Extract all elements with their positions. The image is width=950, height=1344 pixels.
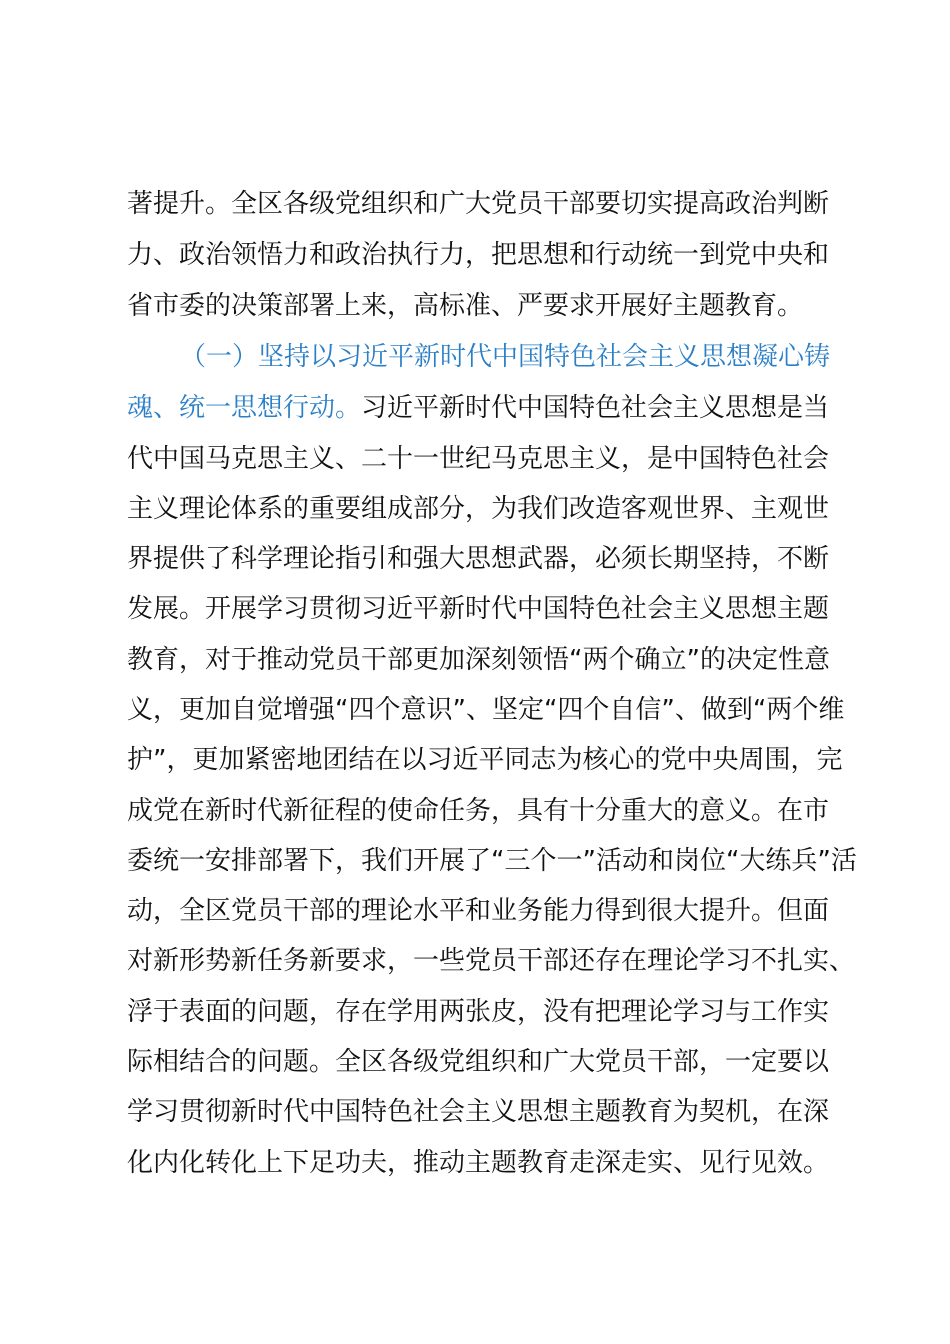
paragraph-line: 动，全区党员干部的理论水平和业务能力得到很大提升。但面 bbox=[127, 896, 830, 926]
paragraph-line: 代中国马克思主义、二十一世纪马克思主义，是中国特色社会 bbox=[127, 444, 830, 474]
section-heading-continued: 魂、统一思想行动。 bbox=[127, 393, 362, 423]
paragraph-line: 力、政治领悟力和政治执行力，把思想和行动统一到党中央和 bbox=[127, 240, 830, 270]
paragraph-line: 义，更加自觉增强“四个意识”、坚定“四个自信”、做到“两个维 bbox=[127, 695, 845, 725]
paragraph-line: 主义理论体系的重要组成部分，为我们改造客观世界、主观世 bbox=[127, 494, 830, 524]
paragraph-line: 成党在新时代新征程的使命任务，具有十分重大的意义。在市 bbox=[127, 796, 830, 826]
paragraph-line: 浮于表面的问题，存在学用两张皮，没有把理论学习与工作实 bbox=[127, 997, 830, 1027]
paragraph-line: 学习贯彻新时代中国特色社会主义思想主题教育为契机，在深 bbox=[127, 1097, 830, 1127]
section-first-line bbox=[127, 382, 829, 434]
paragraph-line: 界提供了科学理论指引和强大思想武器，必须长期坚持，不断 bbox=[127, 544, 830, 574]
paragraph-line: 发展。开展学习贯彻习近平新时代中国特色社会主义思想主题 bbox=[127, 594, 830, 624]
paragraph-line: 委统一安排部署下，我们开展了“三个一”活动和岗位“大练兵”活 bbox=[127, 846, 857, 876]
section-body-text: 习近平新时代中国特色社会主义思想是当 bbox=[361, 393, 830, 423]
section-heading: （一）坚持以习近平新时代中国特色社会主义思想凝心铸 bbox=[180, 342, 831, 372]
paragraph-line: 著提升。全区各级党组织和广大党员干部要切实提高政治判断 bbox=[127, 189, 830, 219]
paragraph-line: 际相结合的问题。全区各级党组织和广大党员干部，一定要以 bbox=[127, 1047, 830, 1077]
paragraph-line: 对新形势新任务新要求，一些党员干部还存在理论学习不扎实、 bbox=[127, 946, 856, 976]
paragraph-line: 化内化转化上下足功夫，推动主题教育走深走实、见行见效。 bbox=[127, 1148, 830, 1178]
paragraph-line: 省市委的决策部署上来，高标准、严要求开展好主题教育。 bbox=[127, 291, 804, 321]
paragraph-line: 护”，更加紧密地团结在以习近平同志为核心的党中央周围，完 bbox=[127, 745, 843, 775]
paragraph-line: 教育，对于推动党员干部更加深刻领悟“两个确立”的决定性意 bbox=[127, 645, 830, 675]
